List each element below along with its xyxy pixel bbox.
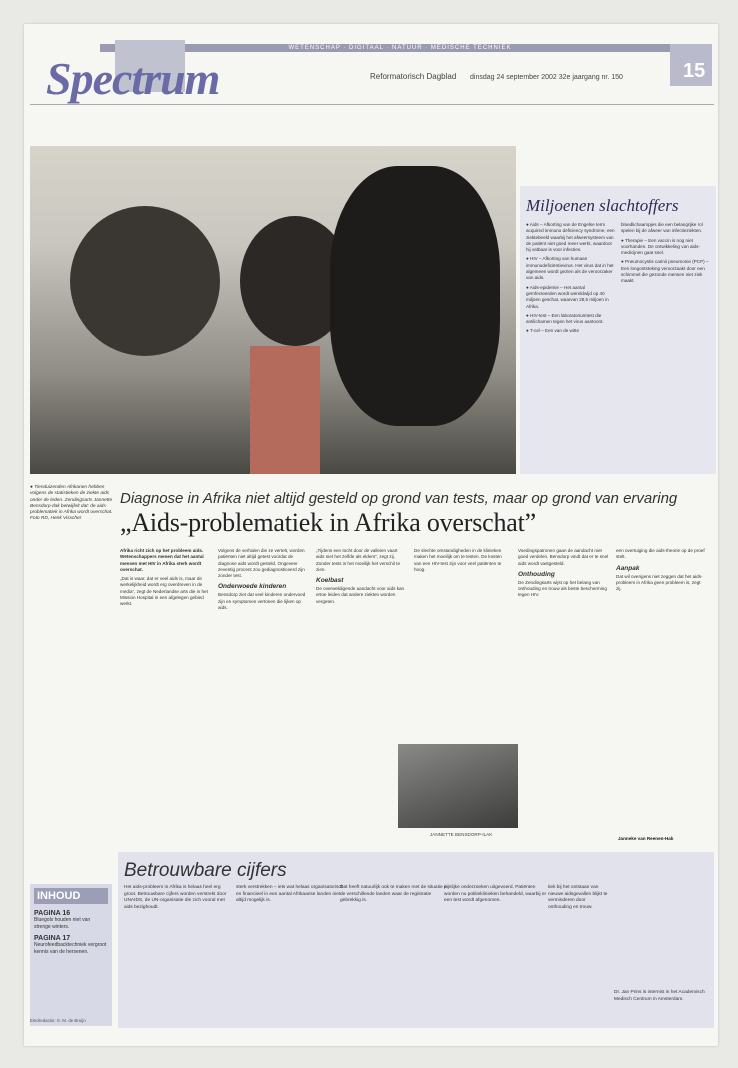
article-paragraph: „Tijdens een tocht door de valleien vaart aids niet het zelfde als elders”, zegt zij. Zonder tests is het moeilijk het verschil te zien. [316,548,400,572]
sidebar-entry: ● HIV-test – Een laboratoriumtest die antilichamen tegen het virus aantoont. [526,312,604,325]
sidebar-entry: ● T-cel – Een van de witte [526,328,579,334]
article-paragraph: Dat wil overigens niet zeggen dat het aids-probleem in Afrika geen probleem is, zegt zij. [616,573,703,592]
article-col-1 [120,548,211,858]
article-paragraph: De Zendingsarts wijst op het belang van onthouding en trouw als beste bescherming tegen HIV. [518,579,607,598]
bottom-paragraph: Het aids-probleem in Afrika is helaas heel erg groot. Betrouwbare cijfers worden verstrekt door UNAIDS, de UN-organisatie die zich vooral met aids bezighoudt. [124,885,227,910]
sidebar-title: Miljoenen slachtoffers [526,196,679,215]
article-subhead: Onthouding [518,570,555,578]
article-intro: Afrika richt zich op het probleem aids. Wetenschappers menen dat het aantal mensen met HIV in Afrika sterk wordt overschat. [120,548,204,572]
sidebar-col-1 [526,222,615,338]
sidebar-entry: ● Pneumocystis carinii pneumonie (PCP) – Een longontsteking veroorzaakt door een schimmel die gezonde mensen niet ziek maakt. [621,259,709,284]
article-col-4 [414,548,505,738]
contents-page[interactable]: PAGINA 16 [34,910,71,917]
sidebar-box [520,186,716,474]
contents-text: Neurofeedbacktechniek vergroot kennis van de hersenen. [34,942,107,955]
sidebar-col-2 [621,222,710,338]
portrait-caption: JANNETTE BENSDORP-ILAK [430,832,493,837]
editor-credit: Eindredactie: S. M. de Bruijn [30,1018,86,1023]
article-kicker: Diagnose in Afrika niet altijd gesteld op grond van tests, maar op grond van ervaring [120,490,678,507]
section-logo: Spectrum [46,53,220,104]
sidebar-entry: ● Aids – Afkorting van de Engelse term acquired immuno deficiency syndrome, een ziektebeeld waarbij het afweersysteem van de patiënt niet goed meer werkt, waardoor hij vatbaar is voor infecties. [526,222,615,253]
article-paragraph: De slechte omstandigheden in de klinieken maken het moeilijk om te testen. De kosten van een HIV-test zijn voor veel patiënten te hoog. [414,548,502,572]
bottom-paragraph: tiek bij het ontstaan van nieuwe aidsgevallen blijkt te verminderen door onthouding en trouw. [548,885,608,910]
article-headline: „Aids-problematiek in Afrika overschat” [120,508,536,537]
article-col-5 [518,548,609,858]
sidebar-entry: ● Therapie – Een vaccin is nog niet voorhanden. De ontwikkeling van aids-medicijnen gaat snel. [621,237,700,256]
photo-shirt [250,346,320,474]
sidebar-entry: bloedlichaampjes die een belangrijke rol spelen bij de afweer van infectieziekten. [621,222,703,234]
article-byline: Janneke van Reenen-Hak [618,836,674,841]
bottom-col-3 [340,885,448,908]
contents-title: INHOUD [34,888,108,904]
article-paragraph: Volgens de verhalen die ze vertelt, worden patiënten niet altijd getest voordat de diagnose aids wordt gesteld. Ongeveer zeventig procent zou gediagnosticeerd zijn zonder test. [218,548,305,579]
contents-page[interactable]: PAGINA 17 [34,935,71,942]
bottom-paragraph: Dr. Jan Prins is internist in het Academisch Medisch Centrum in Amsterdam. [614,990,705,1002]
article-subhead: Koelbast [316,577,344,585]
author-portrait [398,744,518,828]
bottom-title: Betrouwbare cijfers [124,860,287,881]
main-photo [30,146,516,474]
contents-box [30,884,112,1026]
sidebar-entry: ● Aids-epidemie – Het aantal geïnfecteerden wordt wereldwijd op 40 miljoen geschat, waarvan 28,5 miljoen in Afrika. [526,284,609,309]
article-paragraph: „Dat is waar, dat er veel aids is, maar de werkelijkheid wordt erg overdreven in de media”, zegt de Nederlandse arts die in het Mission Hospital in een afgelegen gebied werkt. [120,576,208,607]
header-rule [30,104,714,105]
photo-caption: ● Tienduizenden Afrikanen hebben volgens de statistieken de ziekte aids onder de leden. Zendingsarts Jannette Bensdorp-Ilak betwijfelt dat: de aids-problematiek in Afrika wordt overschat. Foto RD, Henk Visscher [30,485,113,522]
bottom-paragraph: Dat heeft natuurlijk ook te maken met de situatie in de verschillende landen waar de registratie gebrekkig is. [340,885,448,903]
article-col-6 [616,548,707,858]
sidebar-entry: ● HIV – Afkorting van humaan immunodeficiëntievirus. Het virus dat in het algemeen wordt gezien als de veroorzaker van aids. [526,256,614,281]
section-strip: WETENSCHAP · DIGITAAL · NATUUR · MEDISCHE TECHNIEK [100,44,700,52]
article-col-2 [218,548,309,858]
photo-figure-left [70,206,220,356]
bottom-col-2 [236,885,344,908]
article-col-3 [316,548,407,858]
article-paragraph: een overtuiging die aids-theorie op de proef stelt. [616,548,705,560]
article-paragraph: Voedingspatronen gaan de aandacht niet goed verdelen. Bensdorp vindt dat er te snel aids wordt vastgesteld. [518,548,609,566]
bottom-col-6 [614,990,710,1006]
bottom-paragraph: sterk verstrekken – iets wat helaas organisatorisch en financieel in een aantal Afrikaanse landen niet altijd mogelijk is. [236,885,344,903]
bottom-col-4 [444,885,552,908]
article-paragraph: Bensdorp ziet dat veel kinderen ondervoed zijn en symptomen vertonen die lijken op aids. [218,592,306,611]
paper-name: Reformatorisch Dagblad [370,72,457,81]
photo-figure-right [330,166,500,426]
bottom-paragraph: pijnlijke onderzoeken uitgevoerd. Patiënten worden nu politieklinieken behandeld, waarbij er een test wordt afgenomen. [444,885,547,903]
bottom-col-5 [548,885,608,914]
bottom-col-1 [124,885,232,914]
article-paragraph: De overweldigende aandacht voor aids kan ertoe leiden dat andere ziekten worden vergeten. [316,586,405,604]
contents-text: Bluegols houden niet van strenge winters. [34,917,91,930]
issue-date: dinsdag 24 september 2002 32e jaargang nr. 150 [470,74,623,81]
article-subhead: Aanpak [616,564,640,572]
page-number: 15 [683,60,706,82]
article-subhead: Onderwoede kinderen [218,583,287,591]
